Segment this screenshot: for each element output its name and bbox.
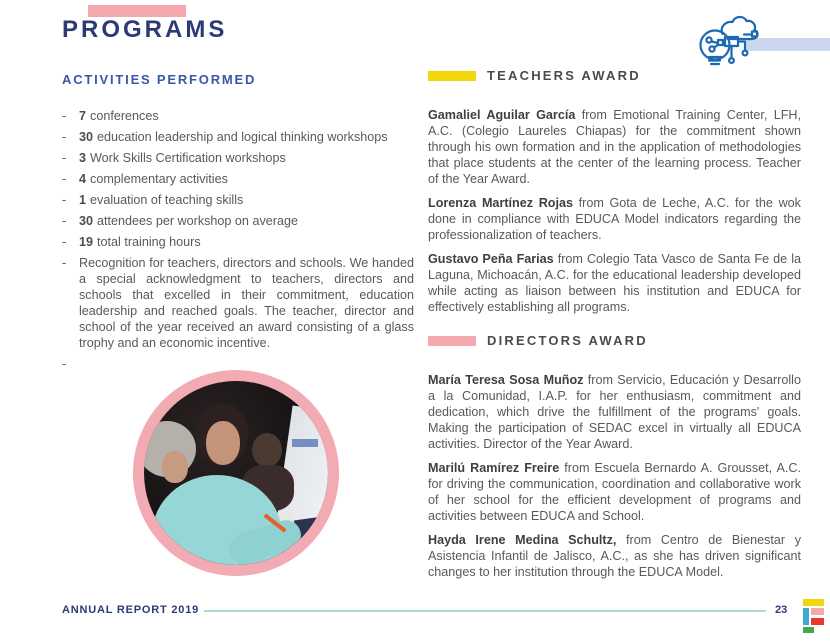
item-value: 7 [79, 109, 87, 123]
item-label: attendees per workshop on average [97, 214, 298, 228]
pink-accent-bar [428, 336, 476, 346]
teachers-award-heading-row [428, 68, 801, 83]
award-entry-text: from Emotional Training Center, LFH, A.C. (Colegio Laureles Chiapas) for the commitment shown through his own formation and in the application of methodologies that place students at the center of the learning process. Teacher of the Year Award. [428, 108, 801, 186]
list-item [62, 192, 414, 208]
list-item [62, 234, 414, 250]
bullet-dash: - [62, 193, 67, 207]
activities-section [62, 72, 414, 372]
awardee-name: María Teresa Sosa Muñoz [428, 373, 584, 387]
item-label: total training hours [97, 235, 201, 249]
recognition-item [62, 255, 414, 351]
awards-section [428, 68, 801, 588]
award-entry [428, 532, 801, 580]
item-value: 1 [79, 193, 87, 207]
item-value: 30 [79, 214, 94, 228]
bullet-dash: - [62, 235, 67, 249]
award-entry [428, 372, 801, 452]
bullet-dash: - [62, 109, 67, 123]
item-label: complementary activities [90, 172, 228, 186]
footer-report-title: ANNUAL REPORT 2019 [62, 604, 200, 616]
award-entry-text: from Servicio, Educación y Desarrollo a la Comunidad, I.A.P. for her enthusiasm, commitment and dedication, which drive the fulfillment of the programs' goals. Making the participation of SEDAC excel in virtually all EDUCA activities. Director of the Year Award. [428, 373, 801, 451]
teachers-award-heading: TEACHERS AWARD [487, 68, 641, 83]
award-entry [428, 460, 801, 524]
directors-award-heading: DIRECTORS AWARD [487, 333, 648, 348]
trailing-dash: - [62, 357, 67, 371]
awardee-name: Lorenza Martínez Rojas [428, 196, 573, 210]
award-entry [428, 251, 801, 315]
awardee-name: Gustavo Peña Farias [428, 252, 554, 266]
list-item [62, 171, 414, 187]
bullet-dash: - [62, 172, 67, 186]
activities-heading: ACTIVITIES PERFORMED [62, 72, 257, 87]
list-item [62, 150, 414, 166]
item-value: 3 [79, 151, 87, 165]
yellow-accent-bar [428, 71, 476, 81]
directors-award-heading-row [428, 333, 801, 348]
footer-divider-line [204, 610, 766, 612]
award-entry-text: from Centro de Bienestar y Asistencia Infantil de Jalisco, A.C., as she has driven significant changes to her institution through the EDUCA Model. [428, 533, 801, 579]
bullet-dash: - [62, 130, 67, 144]
award-entry-text: from Escuela Bernardo A. Grousset, A.C. for driving the communication, coordination and collaborative work of her school for the efficient development of programs and activities between EDUCA and School. [428, 461, 801, 523]
list-item [62, 213, 414, 229]
page-number: 23 [775, 604, 788, 616]
teachers-photo [133, 370, 339, 576]
awardee-name: Marilú Ramírez Freire [428, 461, 560, 475]
item-value: 30 [79, 130, 94, 144]
item-label: education leadership and logical thinking workshops [97, 130, 388, 144]
award-entry-text: from Gota de Leche, A.C. for the wok done in compliance with EDUCA Model indicators regarding the professionalization of teachers. [428, 196, 801, 242]
educa-e-logo-icon [803, 599, 824, 633]
recognition-paragraph: Recognition for teachers, directors and schools. We handed a special acknowledgment to teachers, directors and schools that excelled in their commitment, education leadership and reached goals. The teacher, director and school of the year received an award consisting of a glass trophy and an economic incentive. [79, 256, 414, 350]
award-entry [428, 195, 801, 243]
list-item [62, 108, 414, 124]
bullet-dash: - [62, 214, 67, 228]
teachers-photo-image [144, 381, 328, 565]
page-title: PROGRAMS [62, 16, 228, 43]
bullet-dash: - [62, 151, 67, 165]
item-value: 19 [79, 235, 94, 249]
item-label: conferences [90, 109, 159, 123]
item-value: 4 [79, 172, 87, 186]
awardee-name: Gamaliel Aguilar García [428, 108, 576, 122]
bullet-dash: - [62, 256, 67, 270]
item-label: evaluation of teaching skills [90, 193, 244, 207]
cloud-lightbulb-icon [698, 10, 762, 72]
awardee-name: Hayda Irene Medina Schultz, [428, 533, 617, 547]
award-entry [428, 107, 801, 187]
award-entry-text: from Colegio Tata Vasco de Santa Fe de la Laguna, Michoacán, A.C. for the educational leadership developed while acting as liaison between his institution and EDUCA for effectively establishing all programs. [428, 252, 802, 314]
list-item [62, 129, 414, 145]
item-label: Work Skills Certification workshops [90, 151, 286, 165]
